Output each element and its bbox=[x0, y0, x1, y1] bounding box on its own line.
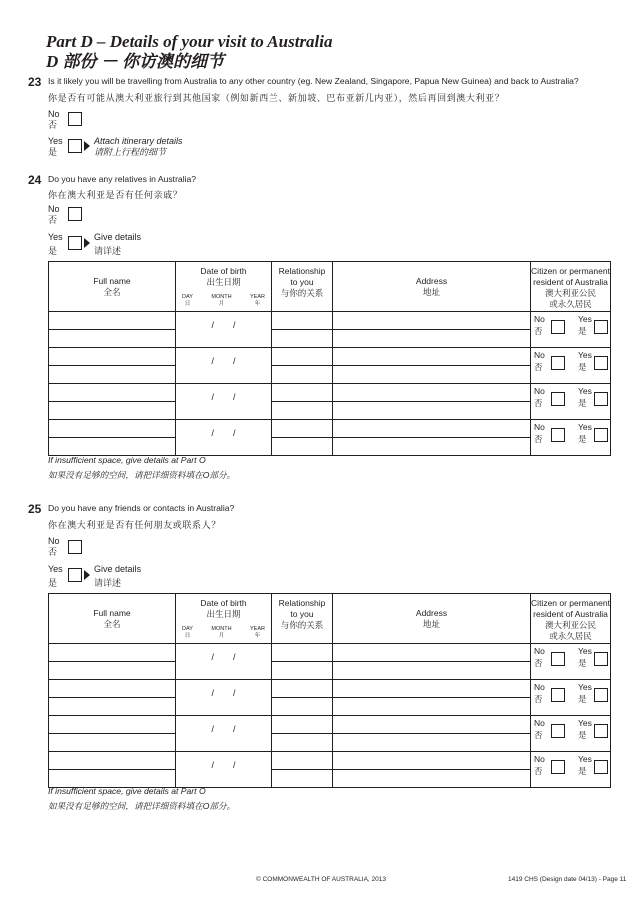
name-field[interactable] bbox=[49, 348, 176, 384]
citizen-field bbox=[531, 752, 611, 788]
friends-table bbox=[48, 593, 611, 788]
question-24-text-cn: 你在澳大利亚是否有任何亲戚？ bbox=[48, 190, 183, 200]
name-field[interactable] bbox=[49, 384, 176, 420]
citizen-yes-checkbox[interactable] bbox=[594, 688, 608, 702]
name-field[interactable] bbox=[49, 752, 176, 788]
col-full-name: Full name 全名 bbox=[49, 594, 176, 644]
table-row bbox=[49, 644, 611, 680]
citizen-no-checkbox[interactable] bbox=[551, 652, 565, 666]
q25-note-cn: 如果没有足够的空间，请把详细资料填在O部分。 bbox=[48, 801, 236, 811]
q24-yes-label: Yes 是 bbox=[48, 232, 63, 256]
citizen-no-label: No 否 bbox=[534, 646, 545, 668]
citizen-yes-checkbox[interactable] bbox=[594, 320, 608, 334]
table-row bbox=[49, 752, 611, 788]
citizen-yes-checkbox[interactable] bbox=[594, 356, 608, 370]
q25-yes-checkbox[interactable] bbox=[68, 568, 82, 582]
citizen-no-label: No 否 bbox=[534, 314, 545, 336]
col-relationship: Relationship to you 与你的关系 bbox=[272, 594, 333, 644]
dob-field[interactable]: / / bbox=[176, 384, 272, 420]
address-field[interactable] bbox=[333, 348, 531, 384]
citizen-yes-checkbox[interactable] bbox=[594, 428, 608, 442]
address-field[interactable] bbox=[333, 384, 531, 420]
question-23-text-en: Is it likely you will be travelling from Australia to any other country (eg. New Zealand, Singapore, Papua New Guinea) and back to Australia? bbox=[48, 76, 579, 86]
name-field[interactable] bbox=[49, 716, 176, 752]
col-citizen: Citizen or permanent resident of Australia 澳大利亚公民 或永久居民 bbox=[531, 262, 611, 312]
address-field[interactable] bbox=[333, 312, 531, 348]
table-row bbox=[49, 716, 611, 752]
col-date-of-birth: Date of birth 出生日期 DAY 日 MONTH 月 YEAR 年 bbox=[176, 262, 272, 312]
relationship-field[interactable] bbox=[272, 312, 333, 348]
citizen-yes-label: Yes 是 bbox=[578, 646, 592, 668]
table-row bbox=[49, 420, 611, 456]
citizen-yes-checkbox[interactable] bbox=[594, 392, 608, 406]
citizen-field bbox=[531, 312, 611, 348]
q23-attach-itinerary: Attach itinerary details 请附上行程的细节 bbox=[94, 136, 183, 157]
question-25-text-cn: 你在澳大利亚是否有任何朋友或联系人？ bbox=[48, 520, 221, 530]
citizen-no-label: No 否 bbox=[534, 350, 545, 372]
q24-no-checkbox[interactable] bbox=[68, 207, 82, 221]
q25-yes-label: Yes 是 bbox=[48, 564, 63, 588]
table-row bbox=[49, 348, 611, 384]
name-field[interactable] bbox=[49, 420, 176, 456]
citizen-no-label: No 否 bbox=[534, 386, 545, 408]
citizen-no-label: No 否 bbox=[534, 754, 545, 776]
citizen-no-label: No 否 bbox=[534, 422, 545, 444]
citizen-no-checkbox[interactable] bbox=[551, 688, 565, 702]
dob-field[interactable]: / / bbox=[176, 312, 272, 348]
table-row bbox=[49, 312, 611, 348]
q24-give-details: Give details 请详述 bbox=[94, 232, 142, 256]
col-citizen: Citizen or permanent resident of Australia 澳大利亚公民 或永久居民 bbox=[531, 594, 611, 644]
col-address: Address 地址 bbox=[333, 594, 531, 644]
citizen-no-checkbox[interactable] bbox=[551, 724, 565, 738]
citizen-no-checkbox[interactable] bbox=[551, 392, 565, 406]
arrow-right-icon bbox=[84, 570, 90, 580]
name-field[interactable] bbox=[49, 312, 176, 348]
footer-form-ref: 1419 CHS (Design date 04/13) - Page 11 bbox=[508, 876, 627, 883]
citizen-no-checkbox[interactable] bbox=[551, 428, 565, 442]
q23-no-label: No 否 bbox=[48, 109, 60, 130]
q25-no-label: No 否 bbox=[48, 536, 60, 557]
relationship-field[interactable] bbox=[272, 384, 333, 420]
citizen-yes-checkbox[interactable] bbox=[594, 652, 608, 666]
question-23-text-cn: 你是否有可能从澳大利亚旅行到其他国家（例如新西兰、新加坡、巴布亚新几内亚），然后再回到澳大利亚？ bbox=[48, 93, 505, 103]
dob-field[interactable]: / / bbox=[176, 680, 272, 716]
citizen-field bbox=[531, 644, 611, 680]
table-header-row bbox=[49, 594, 611, 644]
citizen-field bbox=[531, 384, 611, 420]
page-title-en: Part D – Details of your visit to Australia bbox=[46, 32, 333, 51]
address-field[interactable] bbox=[333, 716, 531, 752]
q24-no-label: No 否 bbox=[48, 204, 60, 225]
citizen-yes-label: Yes 是 bbox=[578, 682, 592, 704]
q25-no-checkbox[interactable] bbox=[68, 540, 82, 554]
dob-field[interactable]: / / bbox=[176, 644, 272, 680]
citizen-field bbox=[531, 716, 611, 752]
address-field[interactable] bbox=[333, 420, 531, 456]
arrow-right-icon bbox=[84, 141, 90, 151]
relationship-field[interactable] bbox=[272, 420, 333, 456]
q23-yes-label: Yes 是 bbox=[48, 136, 63, 157]
name-field[interactable] bbox=[49, 644, 176, 680]
q25-give-details: Give details 请详述 bbox=[94, 564, 142, 588]
page-title-cn: D 部份 － 你访澳的细节 bbox=[46, 52, 225, 71]
citizen-yes-label: Yes 是 bbox=[578, 422, 592, 444]
q24-note-cn: 如果没有足够的空间，请把详细资料填在O部分。 bbox=[48, 470, 236, 480]
citizen-no-checkbox[interactable] bbox=[551, 356, 565, 370]
address-field[interactable] bbox=[333, 752, 531, 788]
citizen-yes-checkbox[interactable] bbox=[594, 724, 608, 738]
relationship-field[interactable] bbox=[272, 752, 333, 788]
citizen-no-checkbox[interactable] bbox=[551, 320, 565, 334]
citizen-field bbox=[531, 420, 611, 456]
address-field[interactable] bbox=[333, 680, 531, 716]
dob-field[interactable]: / / bbox=[176, 420, 272, 456]
arrow-right-icon bbox=[84, 238, 90, 248]
q23-no-checkbox[interactable] bbox=[68, 112, 82, 126]
citizen-yes-label: Yes 是 bbox=[578, 350, 592, 372]
name-field[interactable] bbox=[49, 680, 176, 716]
relatives-table bbox=[48, 261, 611, 456]
relationship-field[interactable] bbox=[272, 716, 333, 752]
col-date-of-birth: Date of birth 出生日期 DAY 日 MONTH 月 YEAR 年 bbox=[176, 594, 272, 644]
citizen-yes-checkbox[interactable] bbox=[594, 760, 608, 774]
table-row bbox=[49, 680, 611, 716]
citizen-field bbox=[531, 680, 611, 716]
relationship-field[interactable] bbox=[272, 644, 333, 680]
table-header-row bbox=[49, 262, 611, 312]
footer-copyright: © COMMONWEALTH OF AUSTRALIA, 2013 bbox=[256, 876, 386, 883]
q24-note-en: If insufficient space, give details at Part O bbox=[48, 455, 206, 465]
q23-yes-checkbox[interactable] bbox=[68, 139, 82, 153]
citizen-no-label: No 否 bbox=[534, 682, 545, 704]
relationship-field[interactable] bbox=[272, 348, 333, 384]
citizen-no-checkbox[interactable] bbox=[551, 760, 565, 774]
question-number-24: 24 bbox=[28, 173, 42, 187]
dob-field[interactable]: / / bbox=[176, 348, 272, 384]
dob-field[interactable]: / / bbox=[176, 716, 272, 752]
q24-yes-checkbox[interactable] bbox=[68, 236, 82, 250]
col-address: Address 地址 bbox=[333, 262, 531, 312]
address-field[interactable] bbox=[333, 644, 531, 680]
col-relationship: Relationship to you 与你的关系 bbox=[272, 262, 333, 312]
question-24-text-en: Do you have any relatives in Australia? bbox=[48, 174, 197, 184]
col-full-name: Full name 全名 bbox=[49, 262, 176, 312]
question-25-text-en: Do you have any friends or contacts in Australia? bbox=[48, 503, 235, 513]
question-number-25: 25 bbox=[28, 502, 42, 516]
dob-field[interactable]: / / bbox=[176, 752, 272, 788]
citizen-yes-label: Yes 是 bbox=[578, 754, 592, 776]
citizen-field bbox=[531, 348, 611, 384]
citizen-yes-label: Yes 是 bbox=[578, 386, 592, 408]
question-number-23: 23 bbox=[28, 75, 42, 89]
citizen-no-label: No 否 bbox=[534, 718, 545, 740]
table-row bbox=[49, 384, 611, 420]
citizen-yes-label: Yes 是 bbox=[578, 314, 592, 336]
relationship-field[interactable] bbox=[272, 680, 333, 716]
q25-note-en: If insufficient space, give details at Part O bbox=[48, 786, 206, 796]
citizen-yes-label: Yes 是 bbox=[578, 718, 592, 740]
